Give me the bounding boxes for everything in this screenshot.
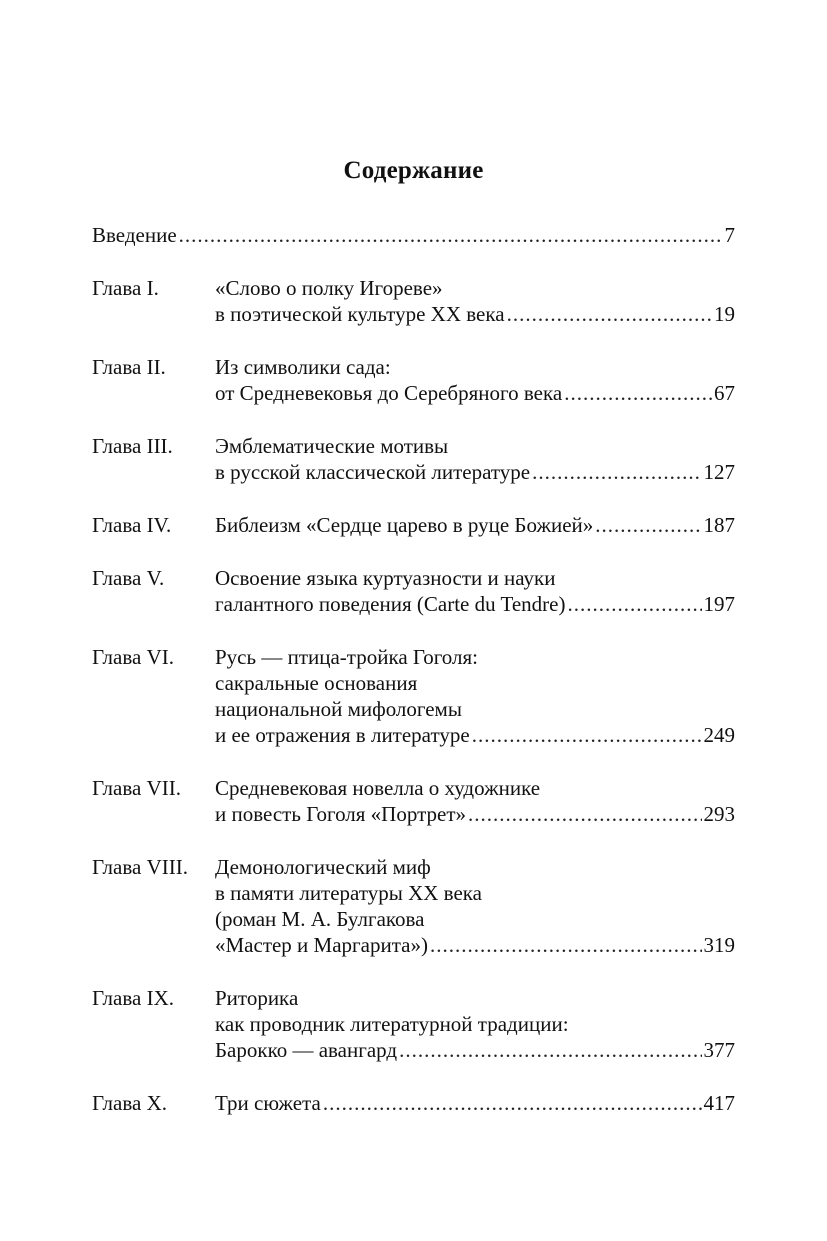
chapter-label: Глава IV. <box>92 513 172 537</box>
chapter-label: Глава X. <box>92 1091 167 1115</box>
chapter-title-line: от Средневековья до Серебряного века <box>215 381 563 405</box>
toc-entry-chapter-1[interactable] <box>92 275 735 327</box>
toc-entry-chapter-2[interactable] <box>92 354 735 406</box>
chapter-title-line: Библеизм «Сердце царево в руце Божией» <box>215 513 594 537</box>
dot-leader <box>564 380 712 406</box>
chapter-last-line <box>215 722 735 748</box>
toc-page-number: 7 <box>724 223 735 247</box>
chapter-label: Глава I. <box>92 276 159 300</box>
toc-page-number: 187 <box>703 513 735 537</box>
toc-page-number: 417 <box>703 1091 735 1115</box>
chapter-title-line: галантного поведения (Carte du Tendre) <box>215 592 566 616</box>
chapter-last-line <box>215 1037 735 1063</box>
chapter-title-line: (роман М. А. Булгакова <box>215 907 425 931</box>
chapter-title-line: национальной мифологемы <box>215 697 462 721</box>
chapter-title-line: Риторика <box>215 986 299 1010</box>
chapter-title-line: Барокко — авангард <box>215 1038 398 1062</box>
dot-leader <box>567 591 701 617</box>
dot-leader <box>472 722 702 748</box>
chapter-label: Глава VIII. <box>92 855 188 879</box>
toc-page-number: 377 <box>703 1038 735 1062</box>
toc-entry-chapter-3[interactable] <box>92 433 735 485</box>
chapter-title-line: Освоение языка куртуазности и науки <box>215 566 556 590</box>
toc-entry-chapter-8[interactable] <box>92 854 735 958</box>
chapter-label: Глава VII. <box>92 776 181 800</box>
chapter-title-line: Средневековая новелла о художнике <box>215 776 541 800</box>
chapter-title-line: как проводник литературной традиции: <box>215 1012 569 1036</box>
toc-entry-chapter-7[interactable] <box>92 775 735 827</box>
chapter-title-line: в памяти литературы XX века <box>215 881 482 905</box>
chapter-title-line: в поэтической культуре XX века <box>215 302 505 326</box>
toc-page-number: 127 <box>703 460 735 484</box>
chapter-last-line <box>215 380 735 406</box>
dot-leader <box>323 1090 702 1116</box>
chapter-label: Глава II. <box>92 355 166 379</box>
toc-page-number: 293 <box>703 802 735 826</box>
chapter-title-line: «Слово о полку Игореве» <box>215 276 443 300</box>
chapter-title-line: Из символики сада: <box>215 355 391 379</box>
table-of-contents <box>92 222 735 1143</box>
toc-page-number: 319 <box>703 933 735 957</box>
dot-leader <box>468 801 701 827</box>
chapter-title-line: и повесть Гоголя «Портрет» <box>215 802 467 826</box>
chapter-title-line: Русь — птица-тройка Гоголя: <box>215 645 478 669</box>
page-title: Содержание <box>343 156 484 184</box>
toc-page-number: 249 <box>703 723 735 747</box>
chapter-last-line <box>215 301 735 327</box>
toc-entry-chapter-6[interactable] <box>92 644 735 748</box>
chapter-label: Глава III. <box>92 434 173 458</box>
toc-entry-chapter-4[interactable] <box>92 512 735 538</box>
chapter-title-line: «Мастер и Маргарита») <box>215 933 428 957</box>
toc-entry-introduction[interactable] <box>92 222 735 248</box>
dot-leader <box>595 512 701 538</box>
chapter-last-line <box>215 801 735 827</box>
chapter-title-line: сакральные основания <box>215 671 418 695</box>
toc-entry-chapter-9[interactable] <box>92 985 735 1063</box>
chapter-last-line <box>215 591 735 617</box>
chapter-last-line <box>215 1090 735 1116</box>
chapter-title-line: Эмблематические мотивы <box>215 434 449 458</box>
chapter-last-line <box>215 512 735 538</box>
chapter-title-line: Демонологический миф <box>215 855 431 879</box>
dot-leader <box>532 459 701 485</box>
toc-page-number: 197 <box>703 592 735 616</box>
toc-page-number: 19 <box>714 302 735 326</box>
toc-entry-title: Введение <box>92 223 177 247</box>
chapter-label: Глава VI. <box>92 645 174 669</box>
chapter-title-line: и ее отражения в литературе <box>215 723 470 747</box>
dot-leader <box>430 932 702 958</box>
dot-leader <box>399 1037 701 1063</box>
dot-leader <box>179 222 723 248</box>
chapter-label: Глава V. <box>92 566 165 590</box>
dot-leader <box>507 301 712 327</box>
chapter-last-line <box>215 932 735 958</box>
chapter-title-line: Три сюжета <box>215 1091 321 1115</box>
chapter-last-line <box>215 459 735 485</box>
toc-entry-chapter-5[interactable] <box>92 565 735 617</box>
toc-entry-chapter-10[interactable] <box>92 1090 735 1116</box>
chapter-label: Глава IX. <box>92 986 174 1010</box>
chapter-title-line: в русской классической литературе <box>215 460 531 484</box>
toc-page-number: 67 <box>714 381 735 405</box>
